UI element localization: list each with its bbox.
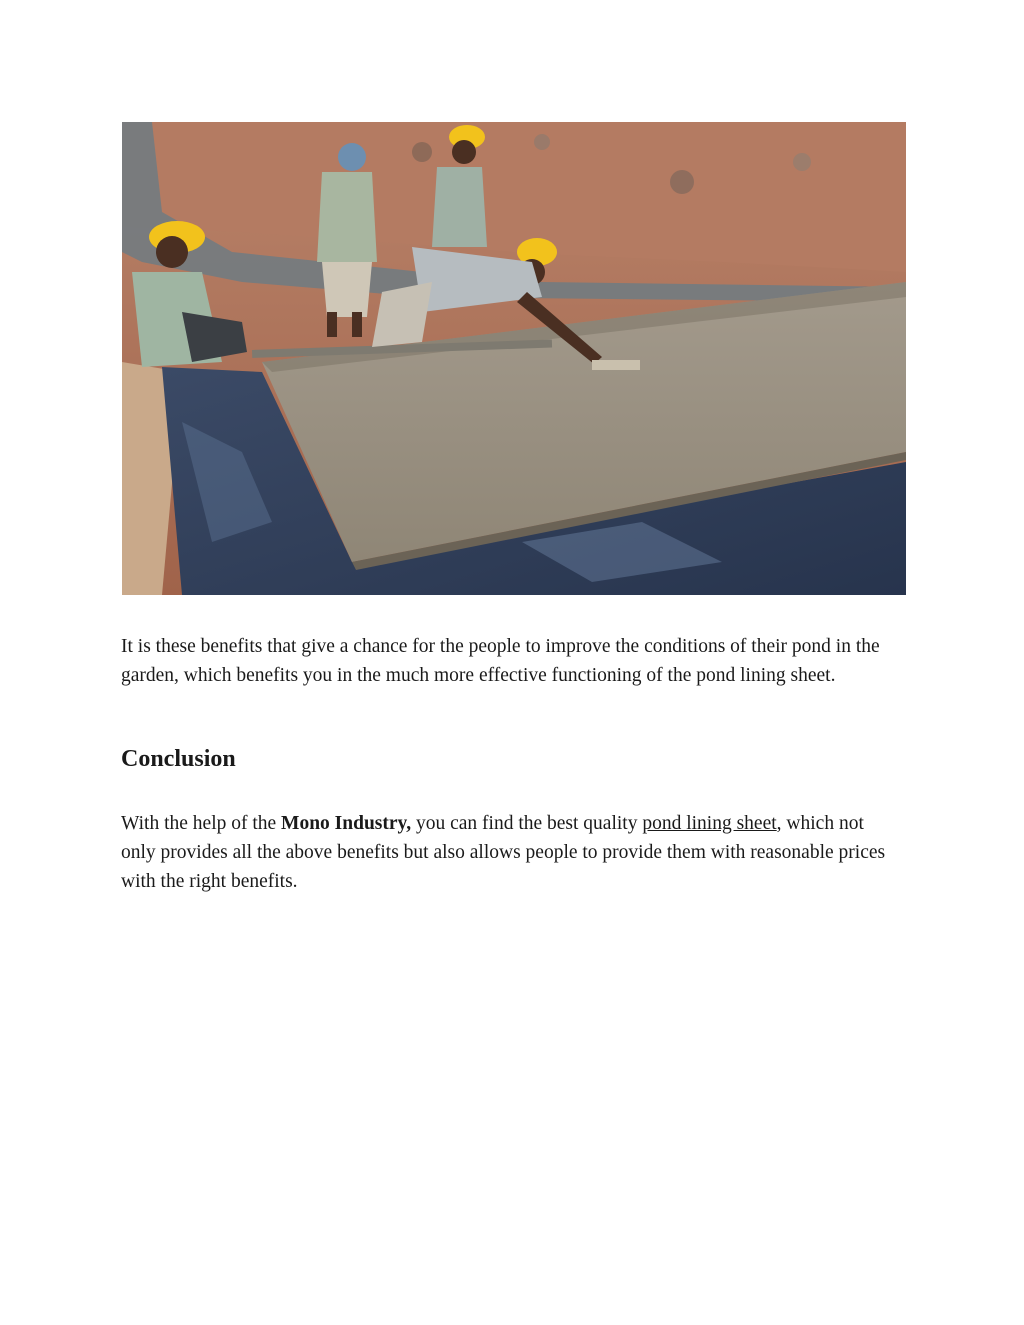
conclusion-heading: Conclusion	[121, 746, 236, 772]
conclusion-paragraph	[121, 809, 891, 896]
conclusion-text-before: With the help of the	[121, 813, 282, 834]
brand-name: Mono Industry,	[281, 813, 412, 834]
benefits-paragraph: It is these benefits that give a chance for the people to improve the conditions of their pond in the garden, which benefits you in the much more effective functioning of the pond lining sheet.	[121, 636, 880, 686]
construction-photo	[122, 122, 906, 595]
pond-lining-sheet-link[interactable]: pond lining sheet	[642, 813, 777, 834]
conclusion-text-middle: you can find the best quality	[411, 813, 643, 834]
conclusion-text-after: , which not only provides all the above benefits but also allows people to provide them with reasonable prices with the right benefits.	[121, 813, 886, 892]
